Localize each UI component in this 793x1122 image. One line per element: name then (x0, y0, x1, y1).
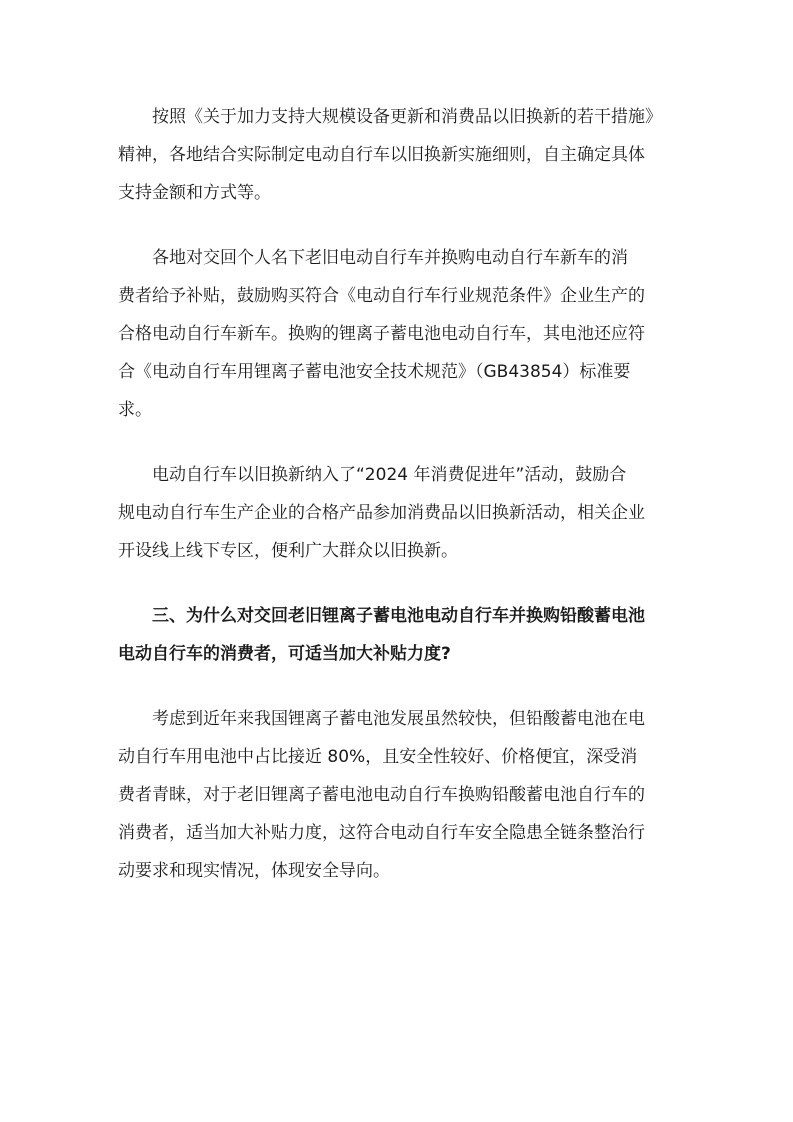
paragraph-spacer (118, 212, 675, 239)
text-line: 电动自行车以旧换新纳入了“2024 年消费促进年”活动，鼓励合 (152, 465, 627, 485)
text-line: 动自行车用电池中占比接近 80%，且安全性较好、价格便宜，深受消 (118, 747, 638, 767)
text-line: 合《电动自行车用锂离子蓄电池安全技术规范》（GB43854）标准要 (118, 362, 631, 382)
paragraph-consumption-campaign (118, 456, 675, 570)
heading-line: 三、为什么对交回老旧锂离子蓄电池电动自行车并换购铅酸蓄电池 (152, 606, 645, 626)
text-line: 求。 (118, 400, 152, 420)
text-line: 合格电动自行车新车。换购的锂离子蓄电池电动自行车，其电池还应符 (118, 324, 645, 344)
text-line: 动要求和现实情况，体现安全导向。 (118, 861, 390, 881)
paragraph-subsidy-rules (118, 98, 675, 212)
text-line: 费者青睐，对于老旧锂离子蓄电池电动自行车换购铅酸蓄电池自行车的 (118, 785, 645, 805)
section-heading-three (118, 597, 675, 673)
text-line: 支持金额和方式等。 (118, 183, 271, 203)
paragraph-spacer (118, 673, 675, 700)
text-line: 各地对交回个人名下老旧电动自行车并换购电动自行车新车的消 (152, 248, 628, 268)
paragraph-lead-acid-rationale (118, 700, 675, 890)
text-line: 规电动自行车生产企业的合格产品参加消费品以旧换新活动，相关企业 (118, 503, 645, 523)
text-line: 消费者，适当加大补贴力度，这符合电动自行车安全隐患全链条整治行 (118, 823, 645, 843)
paragraph-subsidy-eligibility (118, 239, 675, 429)
heading-line: 电动自行车的消费者，可适当加大补贴力度? (118, 644, 451, 664)
paragraph-spacer (118, 429, 675, 456)
text-line: 开设线上线下专区，便利广大群众以旧换新。 (118, 541, 458, 561)
paragraph-spacer (118, 570, 675, 597)
text-line: 考虑到近年来我国锂离子蓄电池发展虽然较快，但铅酸蓄电池在电 (152, 709, 645, 729)
text-line: 按照《关于加力支持大规模设备更新和消费品以旧换新的若干措施》 (152, 107, 662, 127)
text-line: 精神，各地结合实际制定电动自行车以旧换新实施细则，自主确定具体 (118, 145, 645, 165)
text-line: 费者给予补贴，鼓励购买符合《电动自行车行业规范条件》企业生产的 (118, 286, 645, 306)
